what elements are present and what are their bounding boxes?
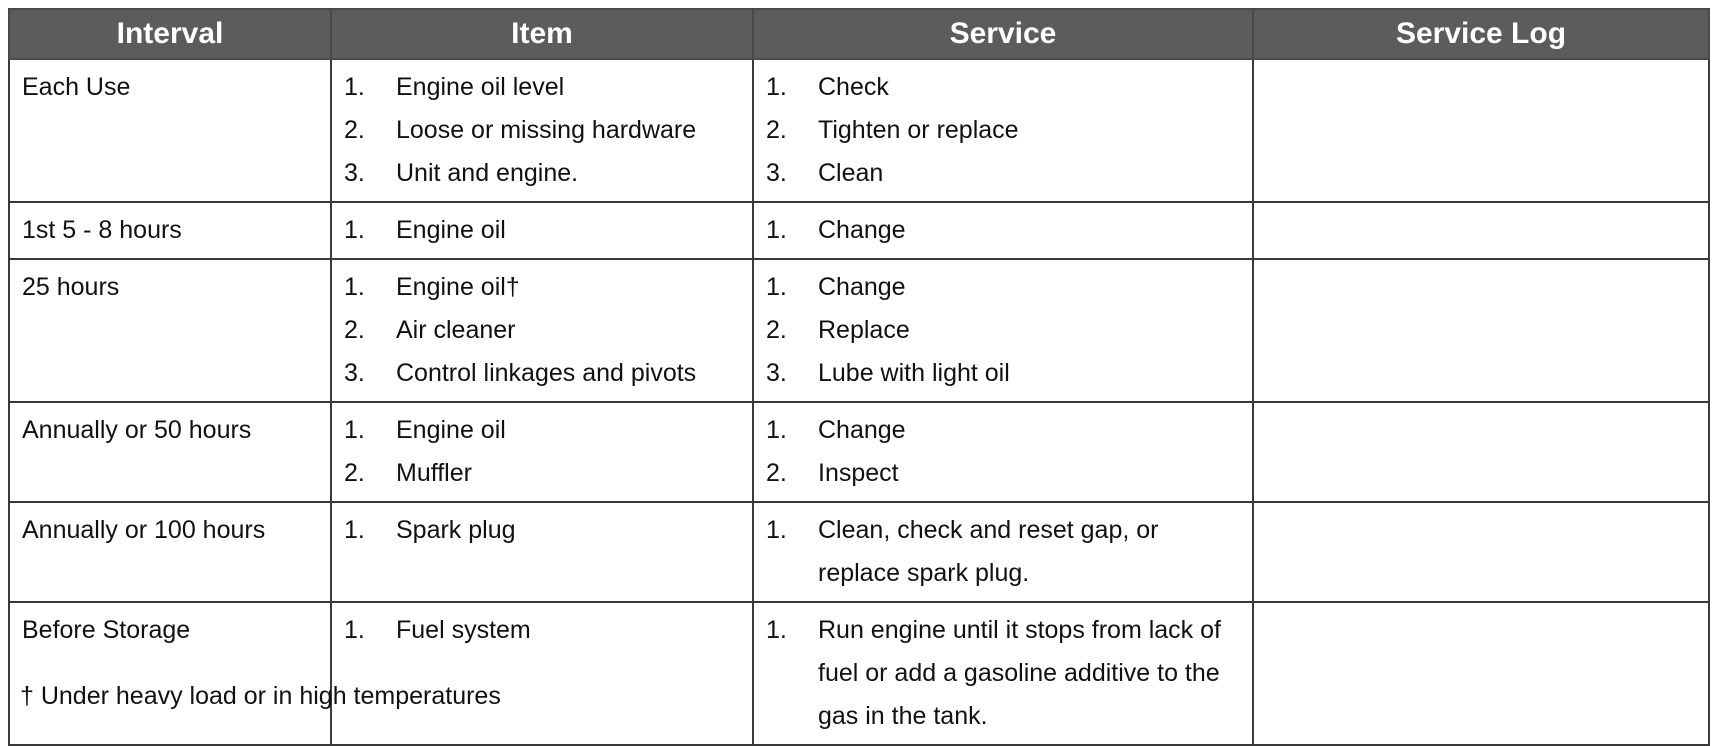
interval-cell: Annually or 100 hours [9,502,331,602]
item-text: Loose or missing hardware [396,116,697,144]
item-cell [331,502,753,602]
item-number: 1. [344,216,365,244]
item-text: Fuel system [396,616,531,644]
item-entry [344,509,742,552]
item-number: 2. [344,459,365,487]
item-text: Air cleaner [396,316,516,344]
service-text: Check [818,73,889,101]
interval-cell: 1st 5 - 8 hours [9,202,331,259]
service-cell [753,402,1253,502]
item-number: 1. [344,273,365,301]
service-cell [753,202,1253,259]
service-cell [753,59,1253,202]
service-entry [766,209,1242,252]
table-row [9,259,1709,402]
item-entry [344,266,742,309]
service-number: 1. [766,73,787,101]
maintenance-schedule [8,8,1708,746]
header-interval: Interval [9,9,331,59]
service-text: Run engine until it stops from lack of fuel or add a gasoline additive to the gas in the tank. [818,616,1221,730]
item-number: 1. [344,616,365,644]
service-entry [766,609,1242,738]
item-text: Engine oil† [396,273,520,301]
service-number: 1. [766,516,787,544]
interval-cell: Each Use [9,59,331,202]
item-entry [344,609,742,652]
service-entry [766,409,1242,452]
service-text: Lube with light oil [818,359,1010,387]
item-number: 1. [344,416,365,444]
item-entry [344,209,742,252]
item-entry [344,452,742,495]
service-number: 3. [766,359,787,387]
item-text: Muffler [396,459,472,487]
service-cell [753,602,1253,745]
item-cell [331,202,753,259]
item-cell [331,402,753,502]
service-log-cell[interactable] [1253,502,1709,602]
service-number: 3. [766,159,787,187]
interval-cell: 25 hours [9,259,331,402]
item-text: Engine oil level [396,73,565,101]
service-entry [766,66,1242,109]
item-entry [344,109,742,152]
item-entry [344,152,742,195]
service-text: Clean [818,159,884,187]
item-text: Engine oil [396,216,506,244]
service-text: Change [818,416,906,444]
item-entry [344,352,742,395]
service-text: Change [818,273,906,301]
item-entry [344,409,742,452]
table-row [9,402,1709,502]
service-text: Replace [818,316,910,344]
service-log-cell[interactable] [1253,202,1709,259]
service-number: 1. [766,616,787,644]
item-number: 3. [344,159,365,187]
service-text: Change [818,216,906,244]
service-entry [766,309,1242,352]
service-number: 2. [766,459,787,487]
service-entry [766,452,1242,495]
service-number: 1. [766,416,787,444]
service-log-cell[interactable] [1253,59,1709,202]
service-number: 2. [766,116,787,144]
header-item: Item [331,9,753,59]
interval-cell: Before Storage [9,602,331,745]
service-number: 2. [766,316,787,344]
item-number: 2. [344,316,365,344]
interval-cell: Annually or 50 hours [9,402,331,502]
item-entry [344,309,742,352]
item-number: 3. [344,359,365,387]
service-entry [766,152,1242,195]
table-row [9,202,1709,259]
service-cell [753,259,1253,402]
service-entry [766,352,1242,395]
header-row [9,9,1709,59]
service-log-cell[interactable] [1253,402,1709,502]
item-number: 1. [344,73,365,101]
service-number: 1. [766,216,787,244]
item-cell [331,259,753,402]
footnote: † Under heavy load or in high temperatures [20,682,501,710]
service-text: Inspect [818,459,899,487]
table-row [9,602,1709,745]
item-text: Control linkages and pivots [396,359,697,387]
service-cell [753,502,1253,602]
service-entry [766,266,1242,309]
service-text: Tighten or replace [818,116,1019,144]
item-number: 2. [344,116,365,144]
item-cell [331,602,753,745]
table-row [9,59,1709,202]
table-row [9,502,1709,602]
maintenance-table [8,8,1710,746]
header-service-log: Service Log [1253,9,1709,59]
item-text: Engine oil [396,416,506,444]
service-number: 1. [766,273,787,301]
item-number: 1. [344,516,365,544]
item-text: Spark plug [396,516,516,544]
service-log-cell[interactable] [1253,259,1709,402]
item-cell [331,59,753,202]
header-service: Service [753,9,1253,59]
service-text: Clean, check and reset gap, or replace spark plug. [818,516,1159,587]
service-entry [766,109,1242,152]
item-text: Unit and engine. [396,159,579,187]
service-log-cell[interactable] [1253,602,1709,745]
service-entry [766,509,1242,595]
item-entry [344,66,742,109]
